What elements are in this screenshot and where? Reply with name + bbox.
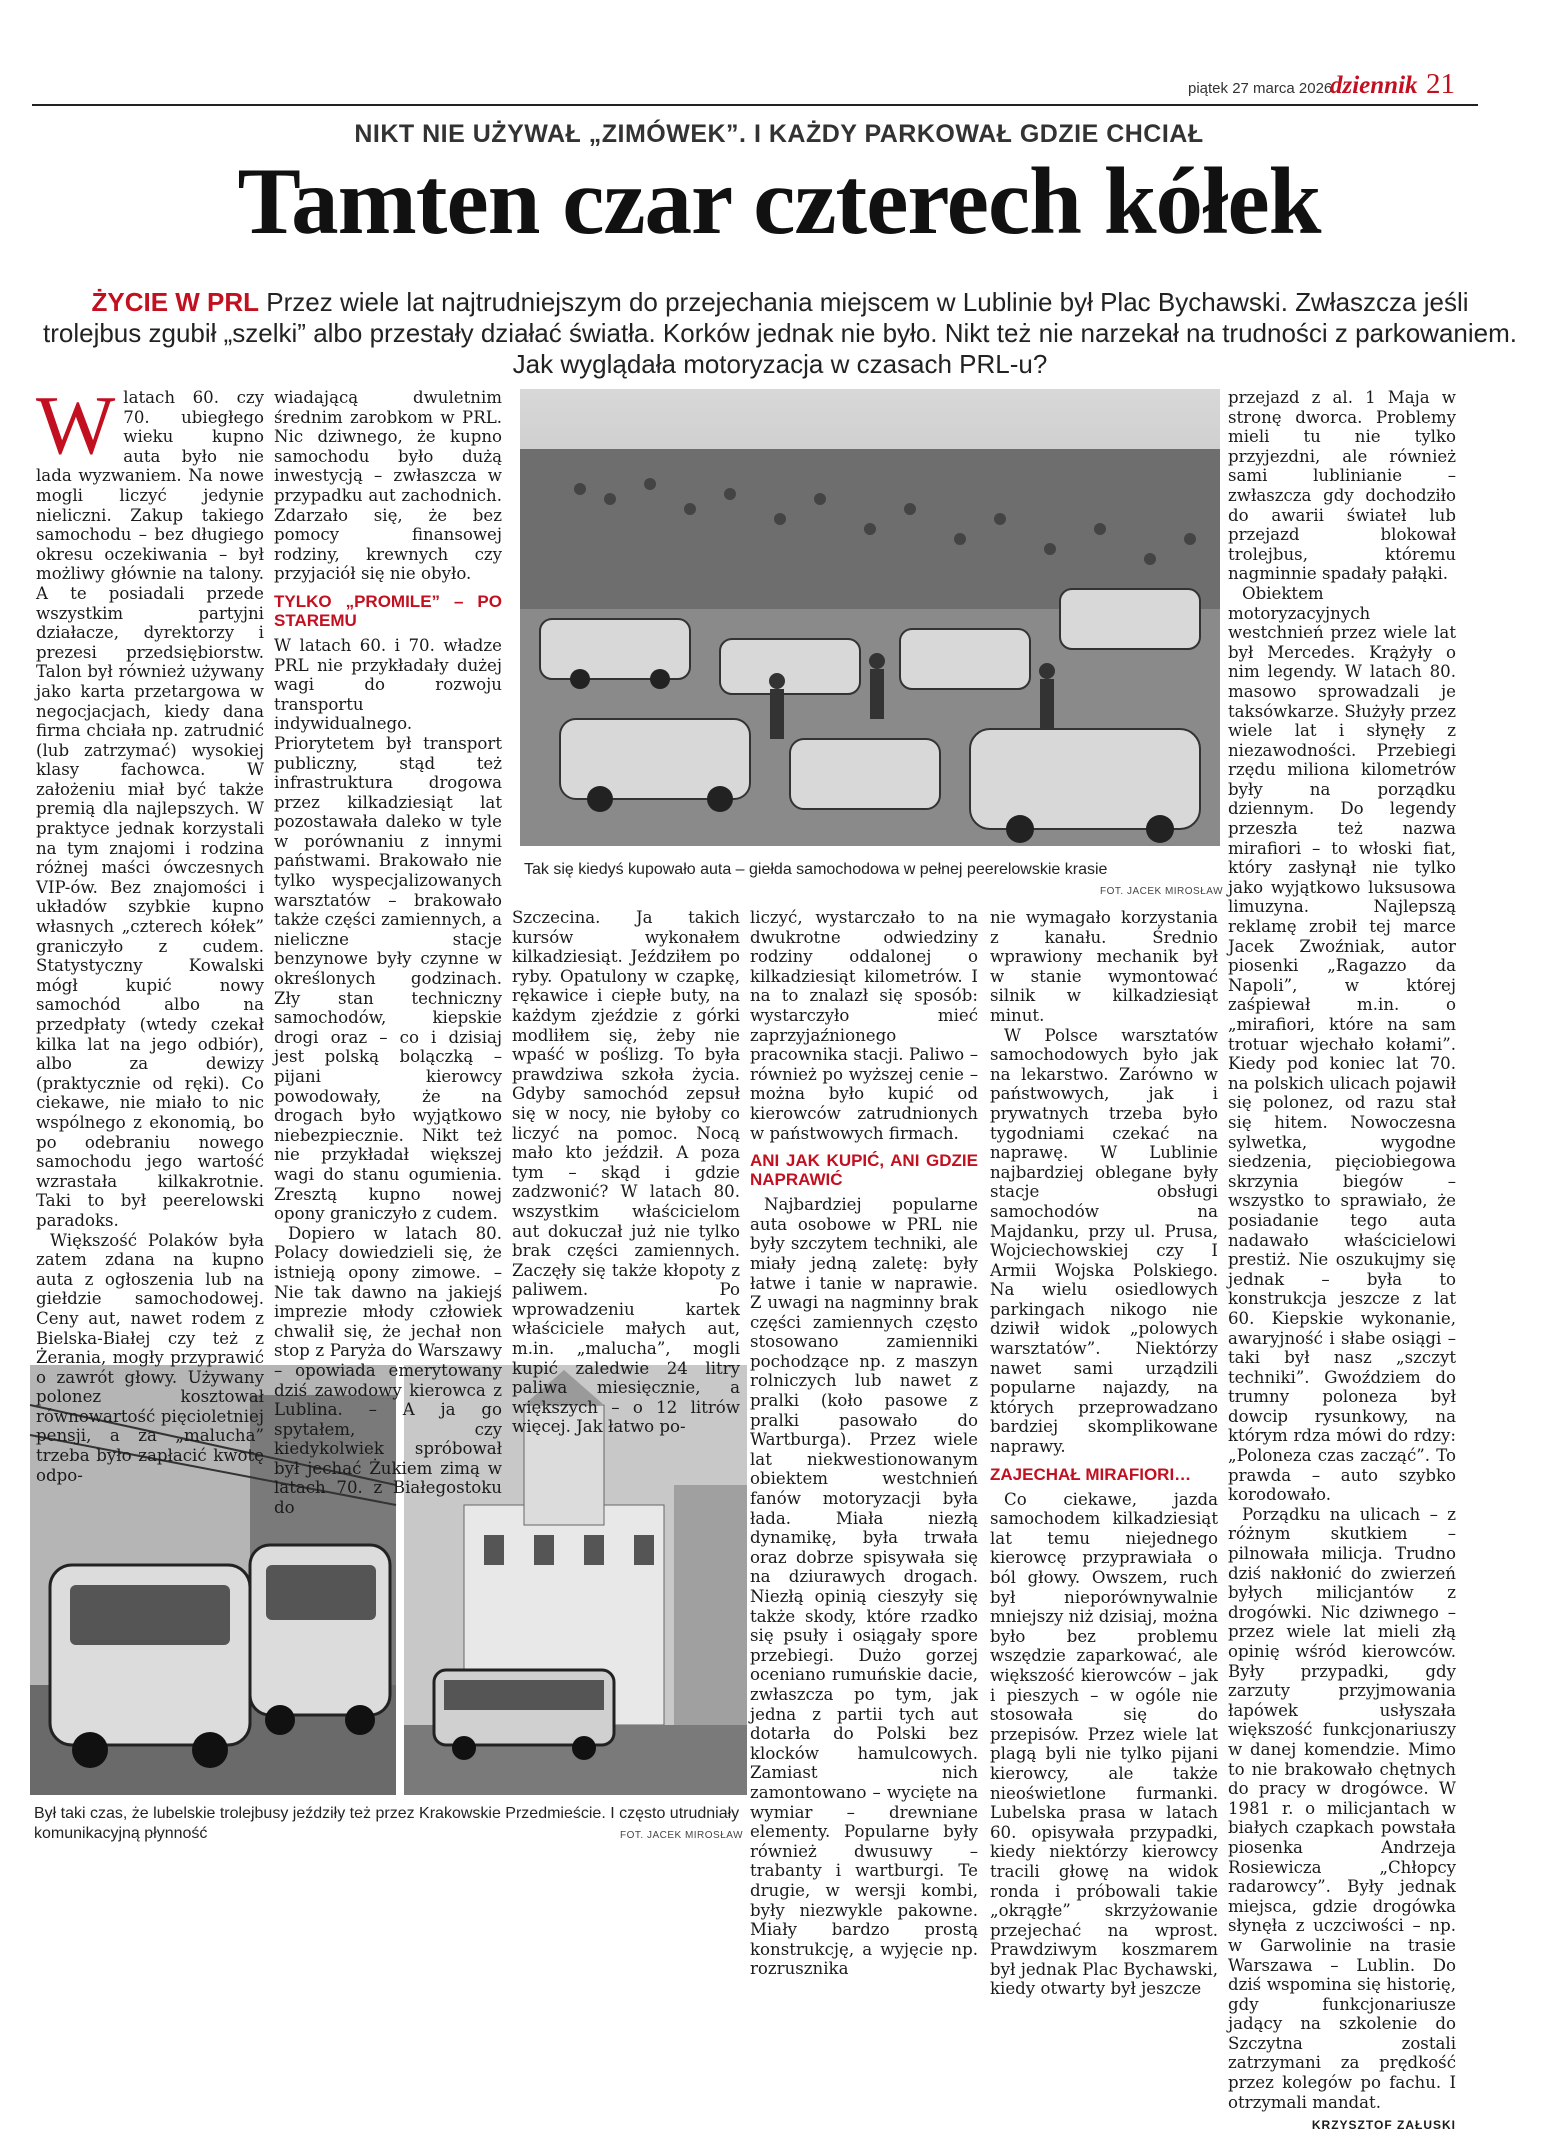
paragraph: wiadającą dwuletnim średnim zarobkom w PRL. Nic dziwnego, że kupno samochodu było dużą inwestycją – zwłaszcza w przypadku aut zachodnich. Zdarzało się, że bez pomocy finansowej rodziny, krewnych czy przyjaciół się nie obyło. <box>274 388 502 584</box>
paragraph: Porządku na ulicach – z różnym skutkiem – pilnowała milicja. Trudno dziś nakłonić do zwierzeń byłych milicjantów z drogówki. Nic dziwnego – przez wiele lat mieli złą opinię wśród kierowców. Były przypadki, gdy zarzuty przyjmowania łapówek usłyszała większość funkcjonariuszy w danej komendzie. Mimo to nie brakowało chętnych do pracy w drogówce. W 1981 r. o milicjantach w białych czapkach powstała piosenka Andrzeja Rosiewicza „Chłopcy radarowcy”. Były jednak miejsca, gdzie drogówka słynęła z uczciwości – np. w Garwolinie na trasie Warszawa – Lublin. Do dziś wspomina się historię, gdy funkcjonariusze jadący na szkolenie do Szczytna zostali zatrzymani za prędkość przez kolegów po fachu. I otrzymali mandat. <box>1228 1504 1456 2112</box>
page-number: 21 <box>1426 68 1455 100</box>
article-column-4 <box>750 908 978 1979</box>
paragraph: liczyć, wystarczało to na dwukrotne odwiedziny rodziny oddalonej o kilkadziesiąt kilometrów. I na to znalazł się sposób: wystarczyło mieć zaprzyjaźnionego pracownika stacji. Paliwo – również po wyższej cenie – można było kupić od kierowców zatrudnionych w państwowych firmach. <box>750 908 978 1143</box>
kicker: NIKT NIE UŻYWAŁ „ZIMÓWEK”. I KAŻDY PARKOWAŁ GDZIE CHCIAŁ <box>354 120 1204 148</box>
subheading: ANI JAK KUPIĆ, ANI GDZIE NAPRAWIĆ <box>750 1151 978 1190</box>
paragraph: latach 60. czy 70. ubiegłego wieku kupno auta było nie lada wyzwaniem. Na nowe mogli liczyć jedynie nieliczni. Zakup takiego samochodu – bez długiego okresu oczekiwania – był możliwy głównie na talony. A te posiadali przede wszystkim partyjni działacze, dyrektorzy i prezesi przedsiębiorstw. Talon był również używany jako karta przetargowa w negocjacjach, kiedy dana firma chciała np. zatrudnić (lub zatrzymać) wysokiej klasy fachowca. W założeniu miał być także premią dla najlepszych. W praktyce jednak korzystali na tym znajomi i rodzina różnej maści ówczesnych VIP-ów. Bez znajomości i układów szybkie kupno własnych „czterech kółek” graniczyło z cudem. Statystyczny Kowalski mógł kupić nowy samochód albo na przedpłaty (wtedy czekał kilka lat na jego odbiór), albo za dewizy (praktycznie od ręki). Co ciekawe, nie miało to nic wspólnego z ekonomią, bo po odebraniu nowego samochodu jego wartość wzrastała kilkakrotnie. Taki to był peerelowski paradoks. <box>36 388 264 1230</box>
paragraph: W latach 60. i 70. władze PRL nie przykładały dużej wagi do rozwoju transportu indywidualnego. Priorytetem był transport publiczny, stąd też infrastruktura drogowa przez kilkadziesiąt lat pozostawała daleko w tyle w porównaniu z innymi państwami. Brakowało nie tylko wyspecjalizowanych warsztatów – brakowało także części zamiennych, a nieliczne stacje benzynowe były czynne w określonych godzinach. Zły stan techniczny samochodów, kiepskie drogi oraz – co i dzisiaj jest polską bolączką – pijani kierowcy powodowały, że na drogach było wyjątkowo niebezpiecznie. Nikt też nie przykładał większej wagi do stanu ogumienia. Zresztą kupno nowej opony graniczyło z cudem. <box>274 635 502 1224</box>
paragraph: nie wymagało korzystania z kanału. Średnio wprawiony mechanik był w stanie wymontować silnik w kilkadziesiąt minut. <box>990 908 1218 1025</box>
article-column-1 <box>36 379 264 1485</box>
photo-car-market-credit: FOT. JACEK MIROSŁAW <box>1100 886 1224 897</box>
lead <box>42 287 1518 380</box>
article-column-3 <box>512 908 740 1437</box>
lead-text: Przez wiele lat najtrudniejszym do przejechania miejscem w Lublinie był Plac Bychawski. Zwłaszcza jeśli trolejbus zgubił „szelki” albo przestały działać światła. Korków jednak nie było. Nikt też nie narzekał na trudności z parkowaniem. Jak wyglądała motoryzacja w czasach PRL-u? <box>42 287 1517 379</box>
issue-date: piątek 27 marca 2026 <box>1188 80 1333 97</box>
paragraph: przejazd z al. 1 Maja w stronę dworca. Problemy mieli tu nie tylko przyjezdni, ale również sami lublinianie – zwłaszcza gdy dochodziło do awarii świateł lub przejazd blokował trolejbus, któremu nagminnie spadały pałąki. <box>1228 388 1456 584</box>
photo-car-market-caption: Tak się kiedyś kupowało auta – giełda samochodowa w pełnej peerelowskie krasie <box>524 861 1108 878</box>
subheading: ZAJECHAŁ MIRAFIORI… <box>990 1464 1192 1484</box>
header-rule <box>32 104 1478 106</box>
photo-car-market <box>520 389 1220 846</box>
car-market-illustration <box>520 389 1220 846</box>
paragraph: W Polsce warsztatów samochodowych było jak na lekarstwo. Zarówno w państwowych, jak i prywatnych trzeba było tygodniami czekać na naprawę. W Lublinie najbardziej oblegane były stacje obsługi samochodów na Majdanku, przy ul. Prusa, Wojciechowskiej czy I Armii Wojska Polskiego. Na wielu osiedlowych parkingach nikogo nie dziwił widok „polowych warsztatów”. Niektórzy nawet sami urządzili popularne najazdy, na których przeprowadzano bardziej skomplikowane naprawy. <box>990 1025 1218 1457</box>
paragraph: Co ciekawe, jazda samochodem kilkadziesiąt lat temu niejednego kierowcę przyprawiała o ból głowy. Owszem, ruch był nieporównywalnie mniejszy niż dzisiaj, można było bez problemu wszędzie zaparkować, ale większość kierowców – jak i pieszych – w ogóle nie stosowała się do przepisów. Przez wiele lat plagą byli nie tylko pijani kierowcy, ale także nieoświetlone furmanki. Lubelska prasa w latach 60. opisywała przypadki, kiedy niektórzy kierowcy tracili głowę na widok ronda i próbowali takie „okrągłe” skrzyżowanie przejechać na wprost. Prawdziwym koszmarem był jednak Plac Bychawski, kiedy otwarty był jeszcze <box>990 1489 1218 1999</box>
article-column-2 <box>274 388 502 1518</box>
dropcap: W <box>36 379 116 472</box>
paragraph: Większość Polaków była zatem zdana na kupno auta z ogłoszenia lub na giełdzie samochodowej. Ceny aut, nawet rodem z Bielska-Białej czy też z Żerania, mogły przyprawić o zawrót głowy. Używany polonez kosztował równowartość pięcioletniej pensji, a za „malucha” trzeba było zapłacić kwotę odpo- <box>36 1230 264 1485</box>
paragraph: Dopiero w latach 80. Polacy dowiedzieli się, że istnieją opony zimowe. – Nie tak dawno na jakiejś imprezie młody człowiek chwalił się, że jechał non stop z Paryża do Warszawy – opowiada emerytowany dziś zawodowy kierowca z Lublina. – A ja go spytałem, czy kiedykolwiek spróbował był jechać Żukiem zimą w latach 70. z Białegostoku do <box>274 1223 502 1518</box>
photo-trolleybus-credit: FOT. JACEK MIROSŁAW <box>620 1830 744 1841</box>
newspaper-logo: dziennik <box>1330 72 1418 99</box>
article-column-5 <box>990 908 1218 1999</box>
paragraph: Najbardziej popularne auta osobowe w PRL nie były szczytem techniki, ale miały jedną zaletę: były łatwe i tanie w naprawie. Z uwagi na nagminny brak części zamiennych często stosowano zamienniki pochodzące np. z maszyn rolniczych lub nawet z pralki (koło pasowe z pralki pasowało do Wartburga). Przez wiele lat niekwestionowanym obiektem westchnień fanów motoryzacji była łada. Miała niezłą dynamikę, była trwała oraz dobrze spisywała się na dziurawych drogach. Niezłą opinią cieszyły się także skody, które rzadko się psuły i osiągały spore przebiegi. Dużo gorzej oceniano rumuńskie dacie, zwłaszcza po tym, jak jedna z partii tych aut dotarła do Polski bez klocków hamulcowych. Zamiast nich zamontowano – wycięte na wymiar – drewniane elementy. Popularne były również dwusuwy – trabanty i wartburgi. Te drugie, w wersji kombi, były niezwykle pakowne. Miały bardzo prostą konstrukcję, a wyjęcie np. rozrusznika <box>750 1195 978 1979</box>
lead-tag: ŻYCIE W PRL <box>91 287 260 317</box>
paragraph: Szczecina. Ja takich kursów wykonałem kilkadziesiąt. Jeździłem po ryby. Opatulony w czapkę, rękawice i ciepłe buty, na każdym zjeździe z górki modliłem się, żeby nie wpaść w poślizg. To była prawdziwa szkoła życia. Gdyby samochód zepsuł się w nocy, nie byłoby co liczyć na pomoc. Nocą mało kto jeździł. A poza tym – skąd i gdzie zadzwonić? W latach 80. wszystkim właścicielom aut dokuczał już nie tylko brak części zamiennych. Zaczęły się także kłopoty z paliwem. Po wprowadzeniu kartek właściciele małych aut, m.in. „malucha”, mogli kupić zaledwie 24 litry paliwa miesięcznie, a większych – o 12 litrów więcej. Jak łatwo po- <box>512 908 740 1437</box>
photo-trolleybus-caption: Był taki czas, że lubelskie trolejbusy jeździły też przez Krakowskie Przedmieście. I często utrudniały komunikacyjną płynność <box>34 1805 740 1842</box>
subheading: TYLKO „PROMILE” – PO STAREMU <box>274 591 502 630</box>
author-signature: KRZYSZTOF ZAŁUSKI <box>1311 2118 1456 2133</box>
paragraph: Obiektem motoryzacyjnych westchnień przez wiele lat był Mercedes. Krążyły o nim legendy. W latach 80. masowo sprowadzali je taksówkarze. Służyły przez wiele lat i słynęły z niezawodności. Przebiegi rzędu miliona kilometrów były na porządku dziennym. Do legendy przeszła też nazwa mirafiori – to włoski fiat, który zasłynął nie tylko jako wyjątkowo luksusowa limuzyna. Najlepszą reklamę zrobił tej marce Jacek Zwoźniak, autor piosenki „Ragazzo da Napoli”, w której zaśpiewał m.in. o „mirafiori, które na sam trotuar wjechało kołami”. Kiedy pod koniec lat 70. na polskich ulicach pojawił się polonez, od razu stał się hitem. Nowoczesna sylwetka, wygodne siedzenia, pięciobiegowa skrzynia biegów – wszystko to sprawiało, że posiadanie tego auta nadawało właścicielowi prestiż. Nie oszukujmy się jednak – była to konstrukcja jeszcze z lat 60. Kiepskie wykonanie, awaryjność i słabe osiągi – taki był nasz „szczyt techniki”. Gwoździem do trumny poloneza był dowcip rysunkowy, na którym rdza mówi do rdzy: „Poloneza czas zacząć”. To prawda – auto szybko korodowało. <box>1228 583 1456 1505</box>
article-column-6 <box>1228 388 1456 2133</box>
headline: Tamten czar czterech kółek <box>237 148 1321 254</box>
